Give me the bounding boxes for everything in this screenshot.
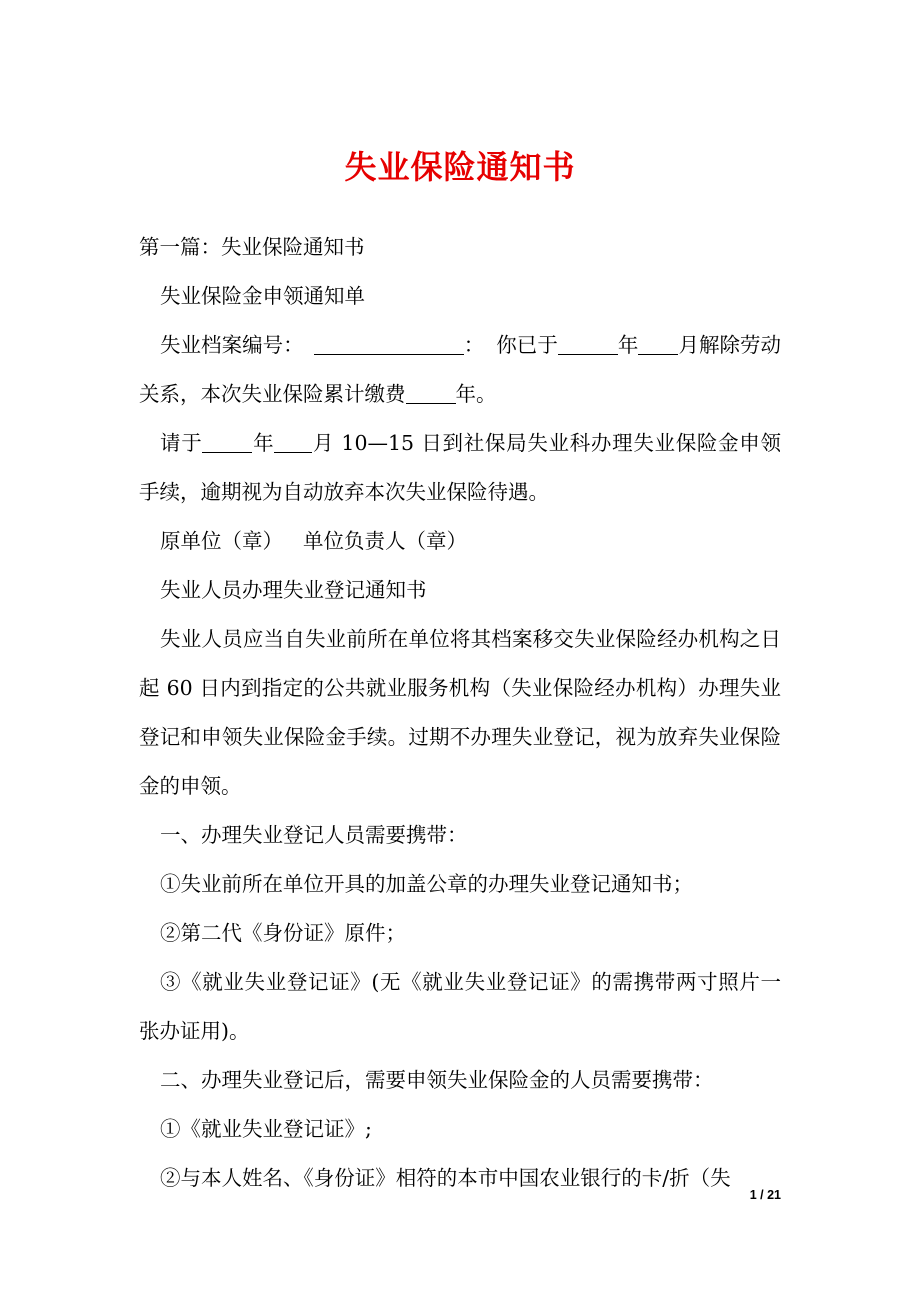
section-heading: 第一篇：失业保险通知书 bbox=[139, 235, 365, 259]
month-date-text: 月 10—15 日到社保局失业科办理失业保险金申领 bbox=[312, 431, 782, 455]
archive-label: 失业档案编号： bbox=[160, 333, 304, 357]
signature-line bbox=[139, 517, 781, 566]
list2-heading: 二、办理失业登记后，需要申领失业保险金的人员需要携带： bbox=[160, 1068, 714, 1092]
notice-heading: 失业保险金申领通知单 bbox=[160, 284, 365, 308]
apply-date-paragraph bbox=[139, 419, 781, 517]
year-char-2: 年 bbox=[252, 431, 275, 455]
registration-heading: 失业人员办理失业登记通知书 bbox=[160, 578, 427, 602]
release-year-blank bbox=[558, 328, 618, 355]
document-title: 失业保险通知书 bbox=[344, 148, 576, 186]
list1-item-3: ③《就业失业登记证》(无《就业失业登记证》的需携带两寸照片一张办证用)。 bbox=[139, 970, 781, 1043]
list1-heading: 一、办理失业登记人员需要携带： bbox=[160, 823, 468, 847]
month-release-text: 月解除 bbox=[678, 333, 741, 357]
registration-paragraph: 失业人员应当自失业前所在单位将其档案移交失业保险经办机构之日起 60 日内到指定的公共就业服务机构（失业保险经办机构）办理失业登记和申领失业保险金手续。过期不办理失业登记，视为放弃失业保险金的申领。 bbox=[139, 627, 781, 798]
unit-head-seal: 单位负责人（章） bbox=[303, 529, 467, 553]
document-body bbox=[139, 223, 781, 1203]
release-month-blank bbox=[638, 328, 678, 355]
contribution-years-blank bbox=[406, 377, 456, 404]
archive-suffix: ： bbox=[463, 333, 485, 357]
list1-item-1: ①失业前所在单位开具的加盖公章的办理失业登记通知书； bbox=[160, 872, 693, 896]
list1-item-2: ②第二代《身份证》原件； bbox=[160, 921, 406, 945]
labor-relation-text: 劳动关系，本次失业保险累计缴费 bbox=[139, 333, 782, 406]
page-indicator: 1 / 21 bbox=[749, 1188, 781, 1202]
original-unit-seal: 原单位（章） bbox=[160, 529, 283, 553]
apply-year-blank bbox=[202, 426, 252, 453]
year-end-text: 年。 bbox=[455, 382, 497, 406]
since-prefix: 你已于 bbox=[496, 333, 558, 357]
please-prefix: 请于 bbox=[160, 431, 203, 455]
archive-number-paragraph bbox=[139, 321, 781, 419]
list2-item-2: ②与本人姓名、《身份证》相符的本市中国农业银行的卡/折（失 bbox=[160, 1166, 731, 1190]
apply-month-blank bbox=[274, 426, 312, 453]
year-char: 年 bbox=[617, 333, 639, 357]
list2-item-1: ①《就业失业登记证》; bbox=[160, 1117, 372, 1141]
archive-number-blank bbox=[314, 328, 464, 355]
procedure-text: 手续，逾期视为自动放弃本次失业保险待遇。 bbox=[139, 480, 549, 504]
